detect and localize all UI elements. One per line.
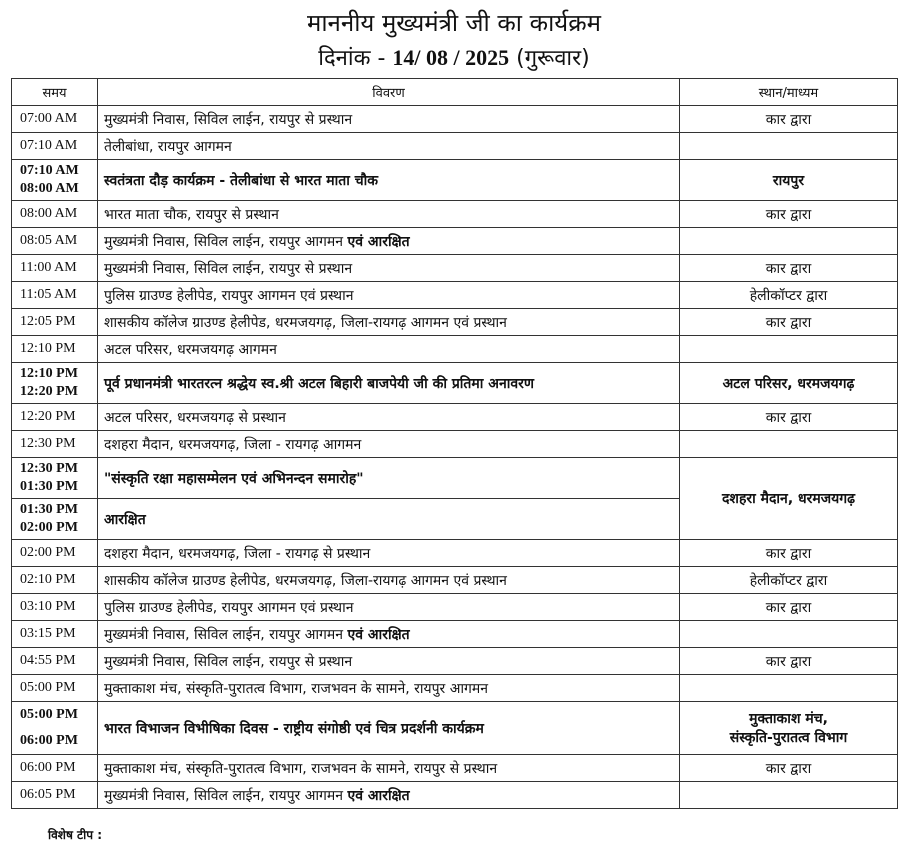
- detail-cell: "संस्कृति रक्षा महासम्मेलन एवं अभिनन्दन समारोह": [98, 458, 680, 499]
- time-cell: [12, 458, 98, 499]
- time-cell: 05:00 PM: [12, 675, 98, 702]
- end-time: 01:30 PM: [20, 479, 78, 494]
- mode-cell: कार द्वारा: [680, 106, 898, 133]
- detail-cell: शासकीय कॉलेज ग्राउण्ड हेलीपेड, धरमजयगढ़, जिला-रायगढ़ आगमन एवं प्रस्थान: [98, 567, 680, 594]
- mode-cell: कार द्वारा: [680, 594, 898, 621]
- mode-cell: कार द्वारा: [680, 201, 898, 228]
- time-cell: 04:55 PM: [12, 648, 98, 675]
- table-row: [12, 648, 898, 675]
- detail-cell: अटल परिसर, धरमजयगढ़ से प्रस्थान: [98, 404, 680, 431]
- page-title: माननीय मुख्यमंत्री जी का कार्यक्रम: [306, 9, 601, 37]
- table-row: [12, 228, 898, 255]
- table-row: [12, 404, 898, 431]
- detail-cell: पुलिस ग्राउण्ड हेलीपेड, रायपुर आगमन एवं प्रस्थान: [98, 594, 680, 621]
- column-header-details: विवरण: [98, 79, 680, 106]
- schedule-table: [11, 78, 898, 809]
- table-row: [12, 567, 898, 594]
- table-row: [12, 540, 898, 567]
- detail-cell: स्वतंत्रता दौड़ कार्यक्रम - तेलीबांधा से भारत माता चौक: [98, 160, 680, 201]
- end-time: 06:00 PM: [20, 733, 78, 748]
- detail-cell: पूर्व प्रधानमंत्री भारतरत्न श्रद्धेय स्व.श्री अटल बिहारी बाजपेयी जी की प्रतिमा अनावरण: [98, 363, 680, 404]
- detail-cell: आरक्षित: [98, 499, 680, 540]
- table-row: [12, 431, 898, 458]
- start-time: 07:10 AM: [20, 163, 79, 178]
- table-row: [12, 594, 898, 621]
- detail-cell: [98, 621, 680, 648]
- time-cell: 08:05 AM: [12, 228, 98, 255]
- detail-cell: शासकीय कॉलेज ग्राउण्ड हेलीपेड, धरमजयगढ़, जिला-रायगढ़ आगमन एवं प्रस्थान: [98, 309, 680, 336]
- footer-note: विशेष टीप :: [48, 828, 103, 842]
- time-cell: 12:10 PM: [12, 336, 98, 363]
- start-time: 12:10 PM: [20, 366, 78, 381]
- table-header-row: [12, 79, 898, 106]
- start-time: 01:30 PM: [20, 502, 78, 517]
- detail-cell: मुख्यमंत्री निवास, सिविल लाईन, रायपुर से प्रस्थान: [98, 255, 680, 282]
- time-cell: 12:20 PM: [12, 404, 98, 431]
- time-cell: 07:10 AM: [12, 133, 98, 160]
- mode-cell: कार द्वारा: [680, 404, 898, 431]
- mode-line-1: मुक्ताकाश मंच,: [749, 711, 828, 727]
- table-row: [12, 363, 898, 404]
- mode-cell: [680, 621, 898, 648]
- time-cell: 12:30 PM: [12, 431, 98, 458]
- mode-cell: दशहरा मैदान, धरमजयगढ़: [680, 458, 898, 540]
- date-label: दिनांक -: [318, 46, 386, 71]
- detail-cell: मुख्यमंत्री निवास, सिविल लाईन, रायपुर से प्रस्थान: [98, 648, 680, 675]
- table-row: [12, 621, 898, 648]
- time-cell: 03:15 PM: [12, 621, 98, 648]
- date-line: [0, 42, 908, 72]
- time-cell: 06:00 PM: [12, 755, 98, 782]
- table-row: [12, 255, 898, 282]
- table-row: [12, 755, 898, 782]
- mode-cell: कार द्वारा: [680, 648, 898, 675]
- mode-cell: कार द्वारा: [680, 255, 898, 282]
- mode-cell: [680, 782, 898, 809]
- time-cell: 07:00 AM: [12, 106, 98, 133]
- table-row: [12, 160, 898, 201]
- mode-cell: [680, 336, 898, 363]
- table-row: [12, 702, 898, 755]
- mode-cell: हेलीकॉप्टर द्वारा: [680, 282, 898, 309]
- time-cell: 03:10 PM: [12, 594, 98, 621]
- mode-cell: हेलीकॉप्टर द्वारा: [680, 567, 898, 594]
- mode-cell: अटल परिसर, धरमजयगढ़: [680, 363, 898, 404]
- time-cell: [12, 702, 98, 755]
- mode-cell: कार द्वारा: [680, 309, 898, 336]
- end-time: 08:00 AM: [20, 181, 79, 196]
- mode-cell: [680, 702, 898, 755]
- mode-cell: कार द्वारा: [680, 755, 898, 782]
- table-row: [12, 309, 898, 336]
- detail-text: मुख्यमंत्री निवास, सिविल लाईन, रायपुर आगमन: [104, 626, 344, 643]
- detail-cell: मुख्यमंत्री निवास, सिविल लाईन, रायपुर से प्रस्थान: [98, 106, 680, 133]
- detail-emphasis: एवं आरक्षित: [347, 233, 410, 250]
- mode-cell: [680, 228, 898, 255]
- detail-cell: मुक्ताकाश मंच, संस्कृति-पुरातत्व विभाग, राजभवन के सामने, रायपुर आगमन: [98, 675, 680, 702]
- time-cell: 02:10 PM: [12, 567, 98, 594]
- mode-line-2: संस्कृति-पुरातत्व विभाग: [729, 730, 848, 746]
- table-row: [12, 106, 898, 133]
- mode-cell: कार द्वारा: [680, 540, 898, 567]
- time-cell: 11:05 AM: [12, 282, 98, 309]
- time-cell: 08:00 AM: [12, 201, 98, 228]
- mode-cell: [680, 675, 898, 702]
- detail-cell: तेलीबांधा, रायपुर आगमन: [98, 133, 680, 160]
- detail-text: मुख्यमंत्री निवास, सिविल लाईन, रायपुर आगमन: [104, 787, 344, 804]
- table-row: [12, 458, 898, 499]
- start-time: 12:30 PM: [20, 461, 78, 476]
- column-header-place-mode: स्थान/माध्यम: [680, 79, 898, 106]
- time-cell: [12, 160, 98, 201]
- time-cell: [12, 363, 98, 404]
- table-row: [12, 201, 898, 228]
- start-time: 05:00 PM: [20, 707, 78, 722]
- table-row: [12, 282, 898, 309]
- table-row: [12, 133, 898, 160]
- mode-cell: रायपुर: [680, 160, 898, 201]
- time-cell: 12:05 PM: [12, 309, 98, 336]
- day-value: (गुरूवार): [516, 46, 590, 71]
- detail-cell: भारत माता चौक, रायपुर से प्रस्थान: [98, 201, 680, 228]
- detail-cell: [98, 228, 680, 255]
- detail-cell: दशहरा मैदान, धरमजयगढ़, जिला - रायगढ़ आगमन: [98, 431, 680, 458]
- detail-cell: भारत विभाजन विभीषिका दिवस - राष्ट्रीय संगोष्ठी एवं चित्र प्रदर्शनी कार्यक्रम: [98, 702, 680, 755]
- table-row: [12, 675, 898, 702]
- table-row: [12, 782, 898, 809]
- time-cell: [12, 499, 98, 540]
- time-cell: 02:00 PM: [12, 540, 98, 567]
- table-row: [12, 336, 898, 363]
- time-cell: 11:00 AM: [12, 255, 98, 282]
- end-time: 12:20 PM: [20, 384, 78, 399]
- column-header-time: समय: [12, 79, 98, 106]
- detail-cell: अटल परिसर, धरमजयगढ़ आगमन: [98, 336, 680, 363]
- end-time: 02:00 PM: [20, 520, 78, 535]
- detail-emphasis: एवं आरक्षित: [347, 787, 410, 804]
- detail-text: मुख्यमंत्री निवास, सिविल लाईन, रायपुर आगमन: [104, 233, 344, 250]
- date-value: 14/ 08 / 2025: [392, 45, 510, 70]
- time-cell: 06:05 PM: [12, 782, 98, 809]
- detail-cell: मुक्ताकाश मंच, संस्कृति-पुरातत्व विभाग, राजभवन के सामने, रायपुर से प्रस्थान: [98, 755, 680, 782]
- detail-cell: पुलिस ग्राउण्ड हेलीपेड, रायपुर आगमन एवं प्रस्थान: [98, 282, 680, 309]
- mode-cell: [680, 133, 898, 160]
- mode-cell: [680, 431, 898, 458]
- detail-cell: दशहरा मैदान, धरमजयगढ़, जिला - रायगढ़ से प्रस्थान: [98, 540, 680, 567]
- detail-emphasis: एवं आरक्षित: [347, 626, 410, 643]
- detail-cell: [98, 782, 680, 809]
